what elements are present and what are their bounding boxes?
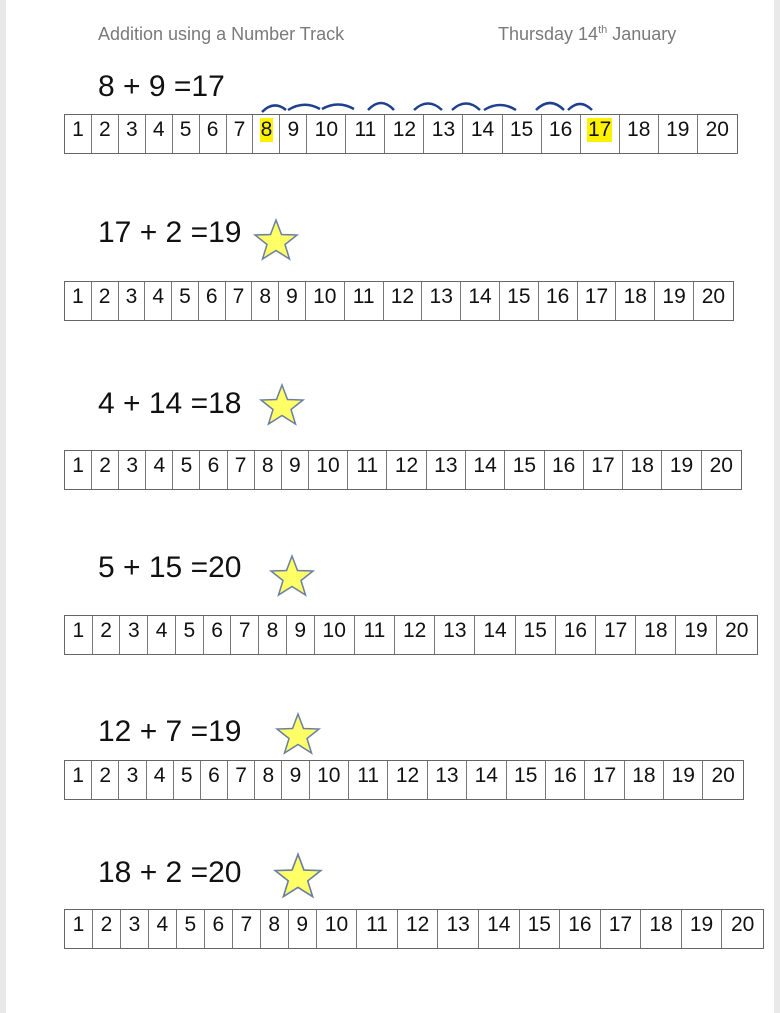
track-number: 8 <box>261 454 274 477</box>
track-number: 6 <box>212 913 225 936</box>
track-cell <box>233 910 261 948</box>
track-number: 6 <box>206 118 219 141</box>
track-number: 5 <box>180 454 193 477</box>
worksheet-page <box>6 0 774 1013</box>
track-number: 7 <box>233 118 246 141</box>
track-number: 18 <box>627 118 651 141</box>
track-number: 9 <box>296 913 309 936</box>
track-cell <box>388 761 427 799</box>
track-number: 4 <box>153 764 166 787</box>
track-number: 16 <box>548 118 573 141</box>
track-number: 11 <box>357 764 380 787</box>
track-cell <box>65 761 92 799</box>
track-number: 1 <box>72 913 85 936</box>
track-cell <box>500 282 539 320</box>
track-cell <box>65 910 93 948</box>
track-cell <box>253 115 280 153</box>
track-number: 4 <box>156 913 169 936</box>
track-number: 11 <box>354 118 377 141</box>
track-number: 13 <box>431 118 456 141</box>
track-cell <box>148 616 176 654</box>
track-number: 7 <box>240 913 253 936</box>
track-cell <box>92 115 119 153</box>
track-cell <box>346 115 385 153</box>
number-track-2 <box>64 281 734 321</box>
track-cell <box>226 282 253 320</box>
track-number: 5 <box>179 118 192 141</box>
track-number: 11 <box>352 285 375 308</box>
track-cell <box>384 282 423 320</box>
track-cell <box>177 910 205 948</box>
track-number: 5 <box>180 764 193 787</box>
track-number: 3 <box>125 285 138 308</box>
track-number: 12 <box>392 118 417 141</box>
equation-5: 12 + 7 =19 <box>98 715 242 748</box>
track-number: 12 <box>395 764 420 787</box>
track-cell <box>147 761 174 799</box>
track-cell <box>662 451 701 489</box>
track-number: 14 <box>473 454 497 477</box>
track-cell <box>581 115 620 153</box>
track-cell <box>623 451 662 489</box>
track-cell <box>542 115 581 153</box>
track-number: 15 <box>512 454 537 477</box>
track-number: 8 <box>266 619 279 642</box>
track-number: 8 <box>260 118 273 141</box>
track-cell <box>636 616 676 654</box>
track-number: 4 <box>152 118 165 141</box>
track-number: 19 <box>671 764 695 787</box>
track-number: 2 <box>99 764 112 787</box>
track-number: 3 <box>125 118 138 141</box>
track-number: 2 <box>99 454 111 477</box>
track-number: 13 <box>446 913 470 936</box>
track-number: 13 <box>429 285 453 308</box>
track-number: 6 <box>208 764 220 787</box>
track-number: 6 <box>211 619 223 642</box>
track-number: 9 <box>289 764 302 787</box>
track-number: 20 <box>725 619 749 642</box>
track-cell <box>463 115 502 153</box>
track-number: 12 <box>402 619 427 642</box>
track-cell <box>545 451 584 489</box>
track-cell <box>93 910 121 948</box>
star-icon <box>252 218 300 262</box>
track-cell <box>173 115 200 153</box>
track-number: 17 <box>587 118 612 141</box>
track-cell <box>682 910 723 948</box>
track-number: 1 <box>72 619 85 642</box>
track-number: 16 <box>551 454 576 477</box>
track-cell <box>315 616 355 654</box>
track-number: 16 <box>545 285 570 308</box>
track-number: 5 <box>184 913 197 936</box>
track-number: 20 <box>701 285 726 308</box>
track-cell <box>205 910 233 948</box>
track-cell <box>620 115 659 153</box>
track-cell <box>616 282 655 320</box>
track-number: 3 <box>128 913 141 936</box>
track-number: 10 <box>316 454 340 477</box>
track-cell <box>503 115 542 153</box>
star-icon <box>272 852 324 900</box>
track-cell <box>435 616 475 654</box>
track-cell <box>119 761 146 799</box>
track-number: 3 <box>126 454 139 477</box>
track-cell <box>317 910 358 948</box>
equation-6: 18 + 2 =20 <box>98 856 242 889</box>
track-cell <box>466 451 505 489</box>
track-cell <box>204 616 232 654</box>
track-number: 17 <box>603 619 628 642</box>
star-icon <box>274 712 322 756</box>
track-cell <box>228 761 255 799</box>
track-number: 17 <box>584 285 609 308</box>
track-cell <box>659 115 698 153</box>
track-cell <box>467 761 506 799</box>
track-cell <box>345 282 384 320</box>
track-number: 9 <box>288 454 301 477</box>
track-number: 10 <box>324 913 349 936</box>
track-cell <box>349 761 388 799</box>
track-number: 18 <box>632 764 656 787</box>
track-number: 9 <box>287 118 300 141</box>
track-cell <box>625 761 664 799</box>
track-number: 1 <box>72 118 84 141</box>
track-cell <box>703 761 742 799</box>
track-cell <box>65 115 92 153</box>
track-number: 6 <box>205 285 218 308</box>
track-cell <box>505 451 544 489</box>
track-number: 14 <box>474 764 498 787</box>
track-cell <box>560 910 601 948</box>
worksheet-title: Addition using a Number Track <box>98 24 345 44</box>
track-cell <box>119 451 146 489</box>
track-number: 14 <box>470 118 495 141</box>
track-number: 3 <box>126 764 139 787</box>
track-cell <box>357 910 398 948</box>
track-cell <box>65 451 92 489</box>
track-cell <box>287 616 315 654</box>
track-number: 12 <box>390 285 415 308</box>
track-number: 16 <box>568 913 592 936</box>
equation-1: 8 + 9 =17 <box>98 70 225 103</box>
track-number: 3 <box>127 619 140 642</box>
track-cell <box>556 616 596 654</box>
track-cell <box>479 910 520 948</box>
track-cell <box>385 115 424 153</box>
number-track-5 <box>64 760 744 800</box>
track-cell <box>252 282 279 320</box>
track-number: 12 <box>394 454 419 477</box>
track-number: 7 <box>238 619 251 642</box>
equation-2: 17 + 2 =19 <box>98 216 242 249</box>
track-cell <box>282 761 309 799</box>
track-number: 14 <box>468 285 492 308</box>
track-cell <box>65 282 92 320</box>
track-cell <box>255 451 282 489</box>
track-cell <box>92 451 119 489</box>
track-cell <box>428 761 467 799</box>
track-number: 6 <box>207 454 220 477</box>
track-cell <box>201 761 228 799</box>
track-number: 8 <box>262 764 275 787</box>
track-number: 13 <box>435 764 459 787</box>
track-number: 5 <box>179 285 191 308</box>
track-number: 19 <box>684 619 708 642</box>
track-cell <box>306 282 345 320</box>
track-cell <box>395 616 435 654</box>
track-number: 18 <box>623 285 647 308</box>
track-number: 2 <box>98 285 111 308</box>
track-cell <box>120 616 148 654</box>
track-cell <box>702 451 741 489</box>
track-cell <box>307 115 346 153</box>
track-number: 12 <box>405 913 430 936</box>
track-number: 16 <box>563 619 588 642</box>
track-cell <box>146 115 173 153</box>
worksheet-date: Thursday 14th January <box>498 24 677 44</box>
track-cell <box>309 451 348 489</box>
track-number: 9 <box>294 619 307 642</box>
track-number: 20 <box>709 454 733 477</box>
track-number: 17 <box>592 764 617 787</box>
track-number: 7 <box>235 764 247 787</box>
track-cell <box>507 761 546 799</box>
track-cell <box>424 115 463 153</box>
track-number: 1 <box>72 285 84 308</box>
track-cell <box>119 115 146 153</box>
track-number: 10 <box>313 285 337 308</box>
track-cell <box>520 910 561 948</box>
track-number: 4 <box>152 285 165 308</box>
track-number: 11 <box>366 913 388 936</box>
track-cell <box>228 451 255 489</box>
track-number: 19 <box>669 454 694 477</box>
track-number: 14 <box>487 913 511 936</box>
track-number: 9 <box>286 285 298 308</box>
track-cell <box>475 616 515 654</box>
track-cell <box>461 282 500 320</box>
track-cell <box>596 616 636 654</box>
track-number: 1 <box>72 764 84 787</box>
track-number: 13 <box>434 454 458 477</box>
track-cell <box>280 115 307 153</box>
track-number: 7 <box>234 454 247 477</box>
track-number: 13 <box>443 619 467 642</box>
track-number: 7 <box>232 285 245 308</box>
track-cell <box>261 910 289 948</box>
number-track-4 <box>64 615 758 655</box>
track-number: 17 <box>608 913 633 936</box>
track-cell <box>539 282 578 320</box>
track-cell <box>199 282 226 320</box>
track-cell <box>398 910 439 948</box>
track-number: 10 <box>322 619 346 642</box>
track-cell <box>289 910 317 948</box>
number-track-3 <box>64 450 742 490</box>
track-cell <box>92 761 119 799</box>
track-number: 14 <box>483 619 507 642</box>
track-number: 18 <box>644 619 668 642</box>
track-number: 4 <box>155 619 168 642</box>
track-number: 10 <box>317 764 341 787</box>
track-cell <box>173 451 200 489</box>
track-cell <box>119 282 146 320</box>
track-number: 5 <box>183 619 196 642</box>
track-cell <box>694 282 733 320</box>
track-cell <box>578 282 617 320</box>
track-cell <box>174 761 201 799</box>
track-number: 11 <box>363 619 386 642</box>
track-cell <box>438 910 479 948</box>
track-cell <box>717 616 757 654</box>
track-cell <box>145 282 172 320</box>
track-number: 20 <box>705 118 729 141</box>
track-cell <box>146 451 173 489</box>
track-number: 18 <box>649 913 673 936</box>
track-cell <box>585 761 624 799</box>
track-cell <box>172 282 199 320</box>
track-cell <box>259 616 287 654</box>
track-number: 4 <box>153 454 166 477</box>
track-cell <box>176 616 204 654</box>
track-cell <box>676 616 716 654</box>
track-cell <box>92 282 119 320</box>
track-cell <box>427 451 466 489</box>
track-cell <box>231 616 259 654</box>
track-cell <box>584 451 623 489</box>
equation-4: 5 + 15 =20 <box>98 551 242 584</box>
track-cell <box>422 282 461 320</box>
track-cell <box>641 910 682 948</box>
track-number: 20 <box>730 913 755 936</box>
number-track-1 <box>64 114 738 154</box>
track-number: 8 <box>268 913 281 936</box>
track-cell <box>348 451 387 489</box>
track-cell <box>355 616 395 654</box>
track-cell <box>546 761 585 799</box>
track-number: 19 <box>666 118 690 141</box>
track-cell <box>310 761 349 799</box>
track-cell <box>279 282 306 320</box>
track-cell <box>200 451 227 489</box>
track-number: 15 <box>514 764 538 787</box>
track-cell <box>227 115 254 153</box>
track-number: 8 <box>259 285 272 308</box>
track-cell <box>93 616 121 654</box>
track-cell <box>516 616 556 654</box>
track-number: 11 <box>356 454 379 477</box>
track-cell <box>722 910 763 948</box>
track-number: 19 <box>662 285 686 308</box>
track-cell <box>698 115 737 153</box>
track-cell <box>387 451 426 489</box>
equation-3: 4 + 14 =18 <box>98 387 242 420</box>
track-cell <box>282 451 309 489</box>
track-cell <box>200 115 227 153</box>
number-track-6 <box>64 909 764 949</box>
track-cell <box>149 910 177 948</box>
track-cell <box>121 910 149 948</box>
track-cell <box>255 761 282 799</box>
track-number: 15 <box>507 285 531 308</box>
track-number: 19 <box>689 913 714 936</box>
track-number: 2 <box>100 913 113 936</box>
track-cell <box>664 761 703 799</box>
track-number: 2 <box>100 619 112 642</box>
track-cell <box>655 282 694 320</box>
track-number: 20 <box>711 764 735 787</box>
track-number: 15 <box>523 619 547 642</box>
track-number: 18 <box>630 454 654 477</box>
star-icon <box>268 554 316 598</box>
star-icon <box>258 383 306 427</box>
track-number: 2 <box>99 118 111 141</box>
track-number: 1 <box>72 454 84 477</box>
track-number: 17 <box>591 454 615 477</box>
track-number: 10 <box>314 118 338 141</box>
track-number: 16 <box>553 764 577 787</box>
track-number: 15 <box>509 118 534 141</box>
track-cell <box>65 616 93 654</box>
track-cell <box>601 910 642 948</box>
track-number: 15 <box>527 913 551 936</box>
